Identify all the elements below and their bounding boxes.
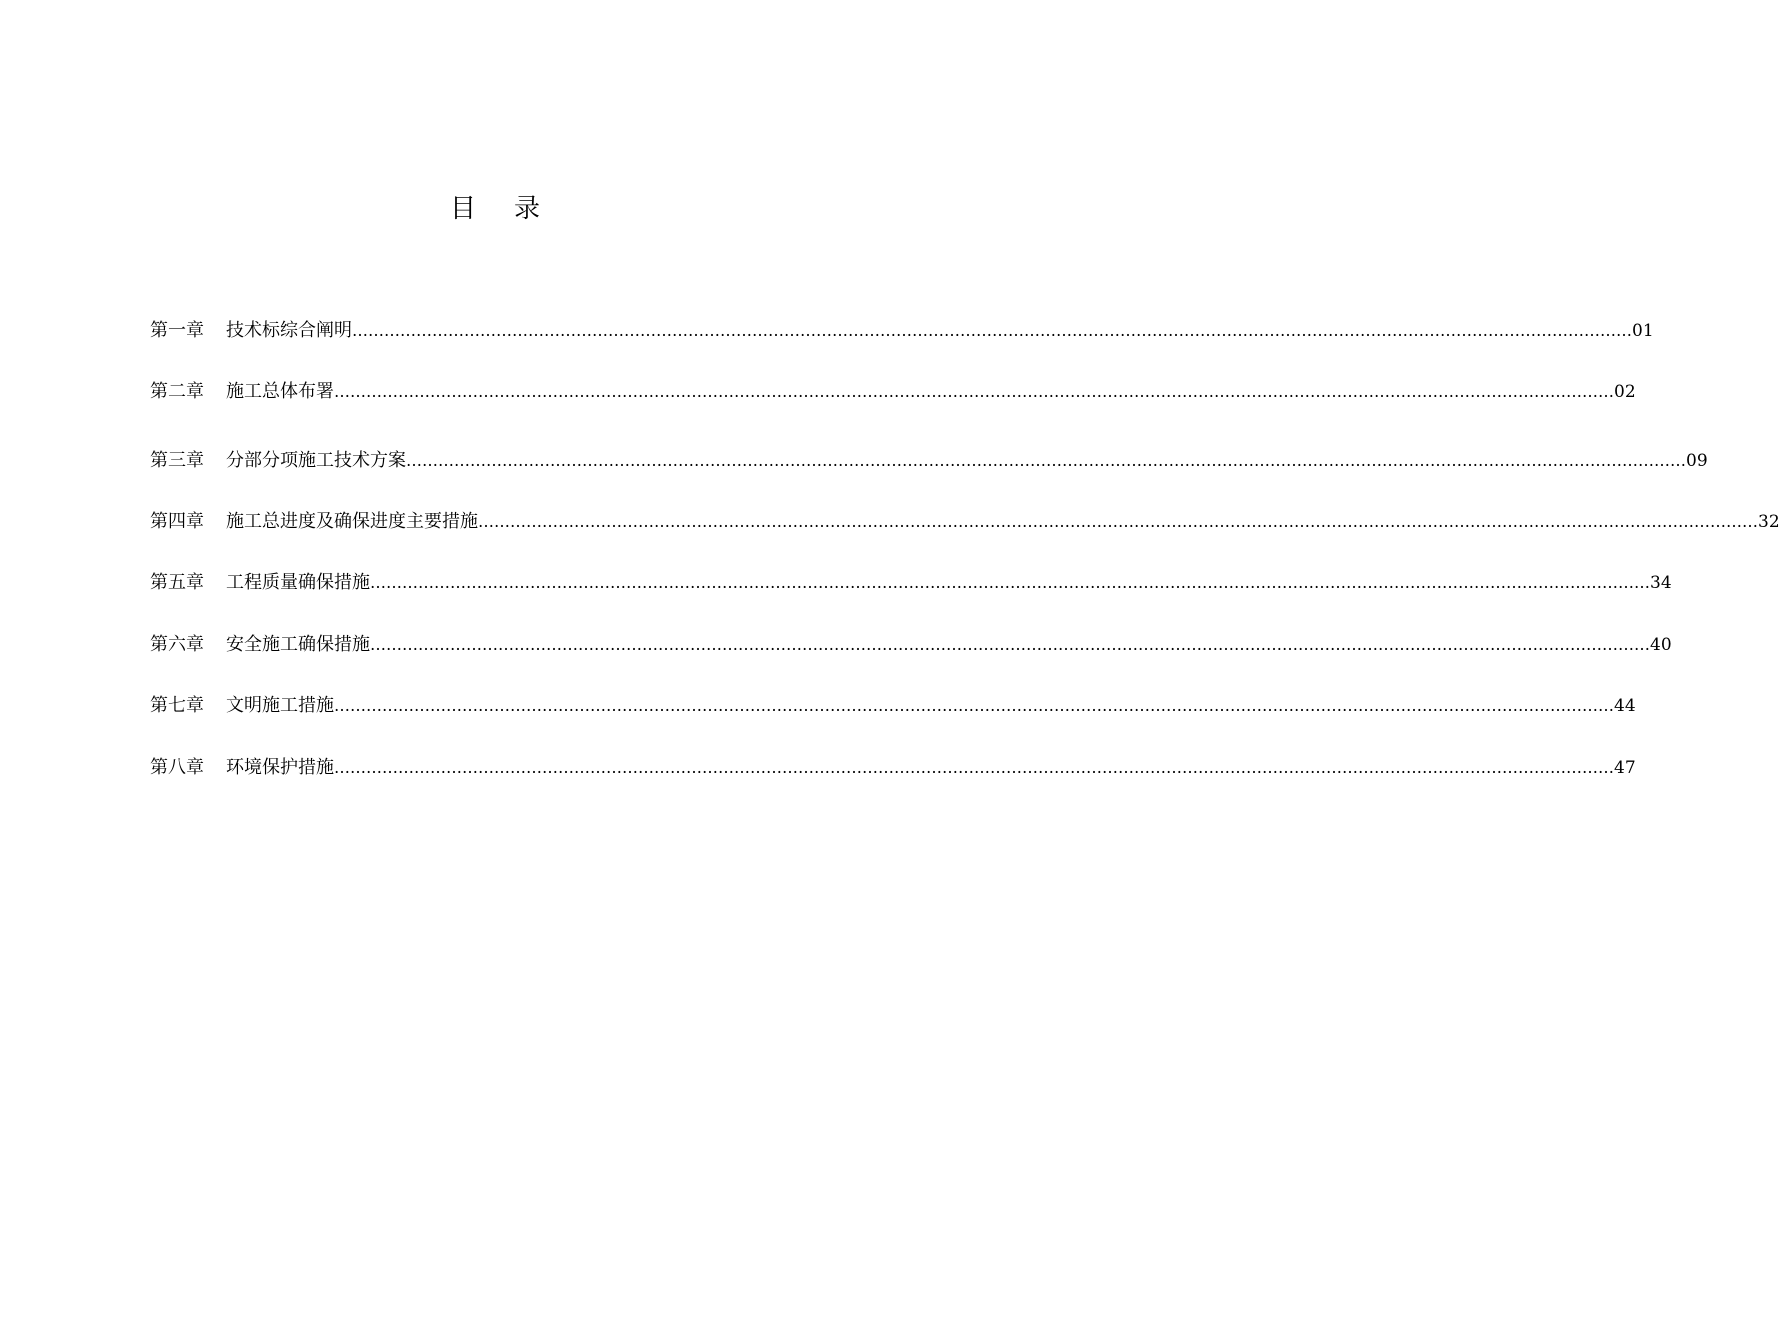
toc-entry-label: 施工总体布署 [226, 381, 334, 402]
toc-leader-dots: …………………………………………………………………………………………………………………………………………………………………………………………………………………… [406, 451, 1686, 470]
toc-entry-1[interactable] [150, 319, 1654, 343]
toc-page-number: 34 [1650, 573, 1672, 593]
toc-entry-label: 分部分项施工技术方案 [226, 450, 406, 471]
toc-leader-dots: …………………………………………………………………………………………………………………………………………………………………………………………………………………… [478, 512, 1758, 531]
toc-leader-dots: …………………………………………………………………………………………………………………………………………………………………………………………………………………… [334, 696, 1614, 715]
toc-entry-4[interactable] [150, 510, 1780, 534]
toc-page-number: 47 [1614, 758, 1636, 778]
toc-page-number: 40 [1650, 635, 1672, 655]
toc-entry-label: 工程质量确保措施 [226, 572, 370, 593]
toc-page-number: 09 [1686, 451, 1708, 471]
toc-entry-7[interactable] [150, 694, 1636, 718]
toc-page-number: 44 [1614, 696, 1636, 716]
toc-title [0, 188, 990, 225]
toc-entry-2[interactable] [150, 380, 1636, 404]
toc-leader-dots: …………………………………………………………………………………………………………………………………………………………………………………………………………………… [334, 758, 1614, 777]
toc-title-char-1: 目 [449, 194, 476, 224]
toc-page-number: 01 [1632, 321, 1654, 341]
toc-entry-5[interactable] [150, 571, 1672, 595]
toc-chapter-number: 第七章 [150, 695, 204, 716]
toc-entry-8[interactable] [150, 756, 1636, 780]
toc-entry-6[interactable] [150, 633, 1672, 657]
toc-chapter-number: 第四章 [150, 511, 204, 532]
toc-chapter-number: 第三章 [150, 450, 204, 471]
toc-chapter-number: 第五章 [150, 572, 204, 593]
toc-entry-3[interactable] [150, 449, 1708, 473]
toc-entry-label: 文明施工措施 [226, 695, 334, 716]
toc-leader-dots: …………………………………………………………………………………………………………………………………………………………………………………………………………………… [370, 573, 1650, 592]
toc-leader-dots: …………………………………………………………………………………………………………………………………………………………………………………………………………………… [352, 321, 1632, 340]
toc-entry-label: 安全施工确保措施 [226, 634, 370, 655]
toc-entry-label: 技术标综合阐明 [226, 320, 352, 341]
toc-leader-dots: …………………………………………………………………………………………………………………………………………………………………………………………………………………… [334, 382, 1614, 401]
toc-title-char-2: 录 [514, 194, 541, 224]
toc-leader-dots: …………………………………………………………………………………………………………………………………………………………………………………………………………………… [370, 635, 1650, 654]
toc-entry-label: 环境保护措施 [226, 757, 334, 778]
toc-entry-label: 施工总进度及确保进度主要措施 [226, 511, 478, 532]
toc-page-number: 02 [1614, 382, 1636, 402]
toc-page-number: 32 [1758, 512, 1780, 532]
toc-chapter-number: 第六章 [150, 634, 204, 655]
toc-chapter-number: 第二章 [150, 381, 204, 402]
toc-chapter-number: 第八章 [150, 757, 204, 778]
toc-chapter-number: 第一章 [150, 320, 204, 341]
